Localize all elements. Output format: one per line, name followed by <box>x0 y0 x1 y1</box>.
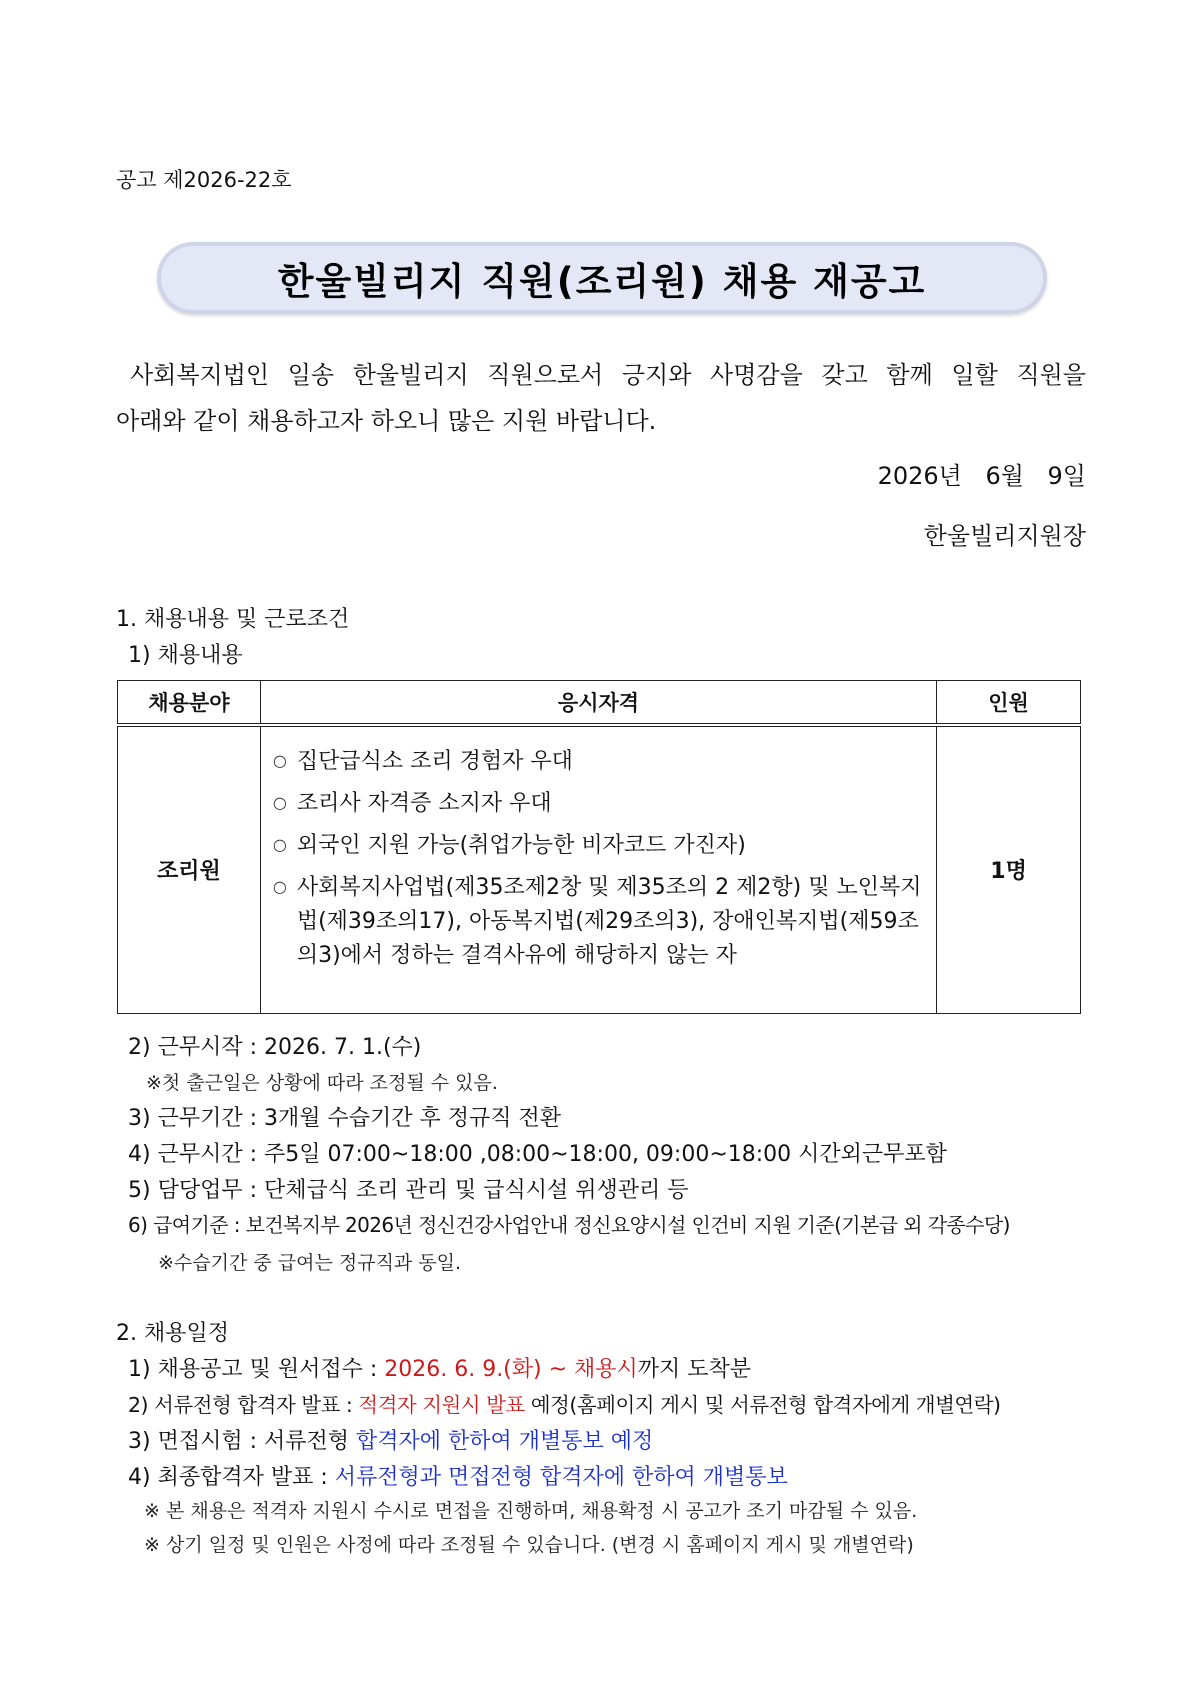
section-2-heading: 2. 채용일정 <box>116 1321 229 1346</box>
duties: 5) 담당업무 : 단체급식 조리 관리 및 급식시설 위생관리 등 <box>128 1178 689 1203</box>
document-title: 한울빌리지 직원(조리원) 채용 재공고 <box>277 260 927 303</box>
work-hours: 4) 근무시간 : 주5일 07:00~18:00 ,08:00~18:00, 09:00~18:00 시간외근무포함 <box>128 1142 947 1167</box>
schedule-item-4: 4) 최종합격자 발표 : 서류전형과 면접전형 합격자에 한하여 개별통보 <box>128 1465 788 1490</box>
bullet-icon: ○ <box>272 877 287 896</box>
work-start-note: ※첫 출근일은 상황에 따라 조정될 수 있음. <box>146 1072 498 1094</box>
qualification-item: ○ 외국인 지원 가능(취업가능한 비자코드 가진자) <box>273 829 922 863</box>
qualification-item: ○ 집단급식소 조리 경험자 우대 <box>273 745 922 779</box>
schedule-item-3: 3) 면접시험 : 서류전형 합격자에 한하여 개별통보 예정 <box>128 1429 654 1454</box>
headcount-cell: 1명 <box>937 725 1081 1013</box>
notice-number: 공고 제2026-22호 <box>116 168 292 192</box>
schedule-item-2: 2) 서류전형 합격자 발표 : 적격자 지원시 발표 예정(홈페이지 게시 및 서류전형 합격자에게 개별연락) <box>128 1393 1001 1417</box>
table-row <box>118 725 1081 1013</box>
requirements-table <box>117 680 1081 1014</box>
title-banner <box>157 242 1047 314</box>
intro-line-1: 사회복지법인 일송 한울빌리지 직원으로서 긍지와 사명감을 갖고 함께 일할 직원을 <box>130 361 1086 389</box>
bullet-icon: ○ <box>272 793 287 812</box>
salary-note: ※수습기간 중 급여는 정규직과 동일. <box>158 1252 462 1274</box>
qualification-cell <box>260 725 936 1013</box>
schedule-item-1: 1) 채용공고 및 원서접수 : 2026. 6. 9.(화) ~ 채용시까지 도착분 <box>128 1357 752 1382</box>
salary-standard: 6) 급여기준 : 보건복지부 2026년 정신건강사업안내 정신요양시설 인건비 지원 기준(기본급 외 각종수당) <box>128 1213 1010 1237</box>
signer: 한울빌리지원장 <box>923 522 1086 550</box>
header-headcount: 인원 <box>937 681 1081 726</box>
schedule-note-2: ※ 상기 일정 및 인원은 사정에 따라 조정될 수 있습니다. (변경 시 홈페이지 게시 및 개별연락) <box>144 1534 914 1556</box>
section-1-sub-1: 1) 채용내용 <box>128 643 243 668</box>
qualification-item: ○ 사회복지사업법(제35조제2창 및 제35조의 2 제2항) 및 노인복지법(제39조의17), 아동복지법(제29조의3), 장애인복지법(제59조의3)에서 정하는 결격사유에 해당하지 않는 자 <box>273 871 922 973</box>
work-start: 2) 근무시작 : 2026. 7. 1.(수) <box>128 1035 422 1060</box>
work-period: 3) 근무기간 : 3개월 수습기간 후 정규직 전환 <box>128 1106 561 1131</box>
table-header-row <box>118 681 1081 726</box>
intro-line-2: 아래와 같이 채용하고자 하오니 많은 지원 바랍니다. <box>116 407 657 435</box>
schedule-note-1: ※ 본 채용은 적격자 지원시 수시로 면접을 진행하며, 채용확정 시 공고가 조기 마감될 수 있음. <box>144 1500 918 1522</box>
section-1-heading: 1. 채용내용 및 근로조건 <box>116 607 350 632</box>
header-field: 채용분야 <box>118 681 261 726</box>
bullet-icon: ○ <box>272 835 287 854</box>
bullet-icon: ○ <box>272 751 287 770</box>
qualification-item: ○ 조리사 자격증 소지자 우대 <box>273 787 922 821</box>
field-cell: 조리원 <box>118 725 261 1013</box>
notice-date: 2026년 6월 9일 <box>877 462 1086 490</box>
header-qualification: 응시자격 <box>260 681 936 726</box>
